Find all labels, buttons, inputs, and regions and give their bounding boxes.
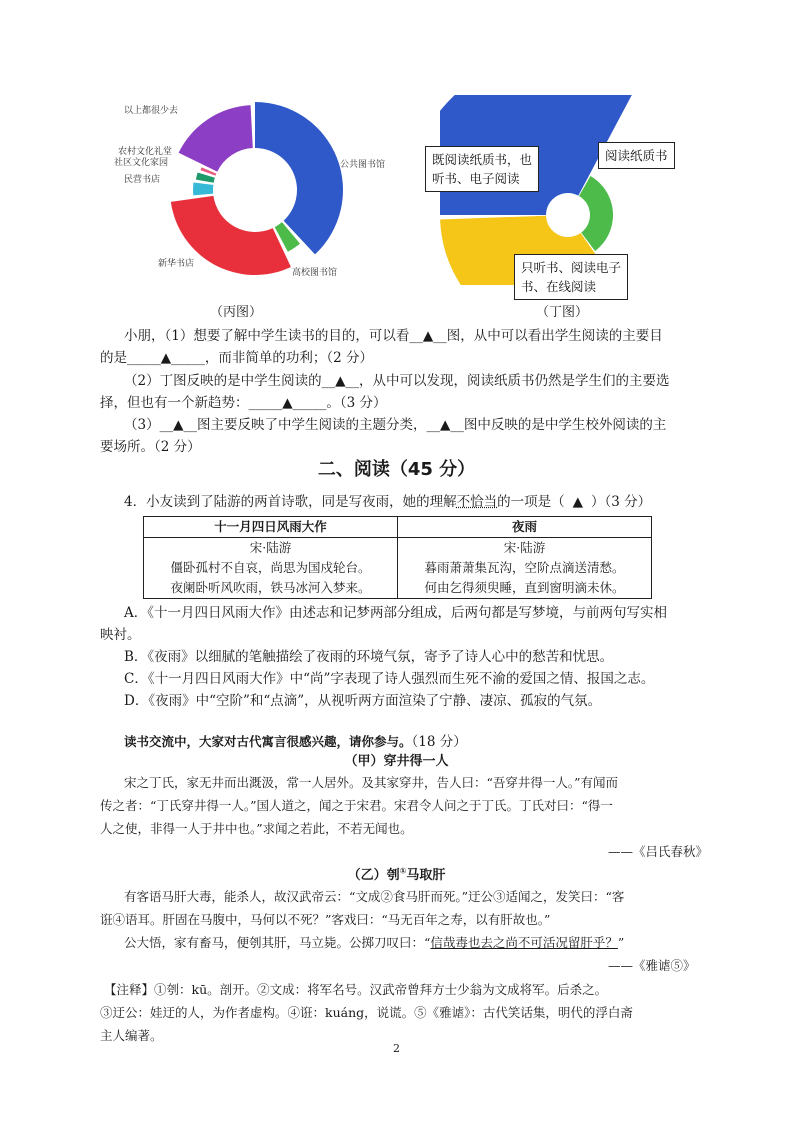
annotation-line2: ③迂公：娃迂的人，为作者虚构。④诳：kuáng，说谎。⑤《雅谑》：古代笑话集，明代的浮白斋 [100,1005,633,1020]
q4-option-a-line2: 映衬。 [100,627,141,643]
bing-label-university-library: 高校图书馆 [292,268,338,278]
bing-label-rarely: 以上都很少去 [124,106,179,116]
bing-label-rural-hall: 农村文化礼堂 [118,147,173,157]
bing-label-xinhua: 新华书店 [158,259,195,269]
q1-line2: 的是_____▲_____，而非简单的功利；（2 分） [100,350,374,366]
section-title-reading: 二、阅读（45 分） [317,459,476,480]
q2-line1: （2）丁图反映的是中学生阅读的__▲__，从中可以发现，阅读纸质书仍然是学生们的主要选 [124,373,670,389]
q4-option-c: C．《十一月四日风雨大作》中“尚”字表现了诗人强烈而生死不渝的爱国之情、报国之志。 [124,671,655,687]
ding-box-both: 既阅读纸质书，也听书、电子阅读 [425,146,539,192]
passage-yi-line2: 诳④语耳。肝固在马腹中，马何以不死？”客戏曰：“马无百年之寿，以有肝故也。” [100,912,551,927]
passage-jia-line1: 宋之丁氏，家无井而出溉汲，常一人居外。及其家穿井，告人曰：“吾穿井得一人。”有闻而 [124,775,619,790]
q4-stem: 4．小友读到了陆游的两首诗歌，同是写夜雨，她的理解不恰当的一项是（ ▲ ）（3 分） [124,494,652,510]
page-number: 2 [393,1042,400,1055]
passage-jia-line2: 传之者：“丁氏穿井得一人。”国人道之，闻之于宋君。宋君令人问之于丁氏。丁氏对曰：“得一 [100,798,613,813]
q4-option-b: B．《夜雨》以细腻的笔触描绘了夜雨的环境气氛，寄予了诗人心中的愁苦和忧思。 [124,649,614,665]
ding-box-paper: 阅读纸质书 [598,142,675,169]
passage-jia-source: ——《吕氏春秋》 [608,844,709,859]
poem2-title: 夜雨 [398,517,652,538]
q3-line1: （3）__▲__图主要反映了中学生阅读的主题分类，__▲__图中反映的是中学生校外阅读的主 [124,417,667,433]
poem1-title: 十一月四日风雨大作 [144,517,398,538]
annotation-line3: 主人编著。 [100,1028,163,1043]
q2-line2: 择，但也有一个新趋势：_____▲_____。（3 分） [100,395,387,411]
ding-caption: （丁图） [536,305,589,320]
poem2-body: 宋·陆游 暮雨萧萧集瓦沟，空阶点滴送清愁。 何由乞得须臾睡，直到窗明滴未休。 [398,538,652,599]
q4-option-d: D．《夜雨》中“空阶”和“点滴”，从视听两方面渲染了宁静、凄凉、孤寂的气氛。 [124,693,602,709]
passage-jia-line3: 人之使，非得一人于井中也。”求闻之若此，不若无闻也。 [100,821,413,836]
passage-yi-title: （乙）刳①马取肝 [347,866,446,883]
segment-rarely [179,105,253,171]
poem-table [143,516,652,599]
passage-yi-line3: 公大悟，家有畜马，便刳其肝，马立毙。公掷刀叹曰：“信哉毒也去之尚不可活况留肝乎？” [124,935,625,950]
ding-box-audio: 只听书、阅读电子书、在线阅读 [514,254,628,300]
annotation-line1: 【注释】①刳：kū。剖开。②文成：将军名号。汉武帝曾拜方士少翁为文成将军。后杀之。 [104,982,608,997]
poem1-body: 宋·陆游 僵卧孤村不自哀，尚思为国戍轮台。 夜阑卧听风吹雨，铁马冰河入梦来。 [144,538,398,599]
segment-private-store [193,182,213,195]
q1-line1: 小朋，（1）想要了解中学生读书的目的，可以看__▲__图，从中可以看出学生阅读的主要目 [124,328,663,344]
q4-option-a-line1: A．《十一月四日风雨大作》由述志和记梦两部分组成，后两句都是写梦境，与前两句写实相 [124,605,667,621]
reading-intro: 读书交流中，大家对古代寓言很感兴趣，请你参与。（18 分） [124,734,467,750]
bing-caption: （丙图） [210,305,263,320]
passage-jia-title: （甲）穿井得一人 [344,754,449,769]
bing-label-public-library: 公共图书馆 [340,160,386,170]
q3-line2: 要场所。（2 分） [100,439,201,455]
bing-label-community: 社区文化家园 [114,158,169,168]
bing-label-private-store: 民营书店 [124,175,161,185]
donut-segments [171,102,343,275]
passage-yi-line1: 有客语马肝大毒，能杀人，故汉武帝云：“文成②食马肝而死。”迂公③适闻之，发笑曰：“客 [124,889,625,904]
passage-yi-source: ——《雅谑⑤》 [608,958,696,973]
